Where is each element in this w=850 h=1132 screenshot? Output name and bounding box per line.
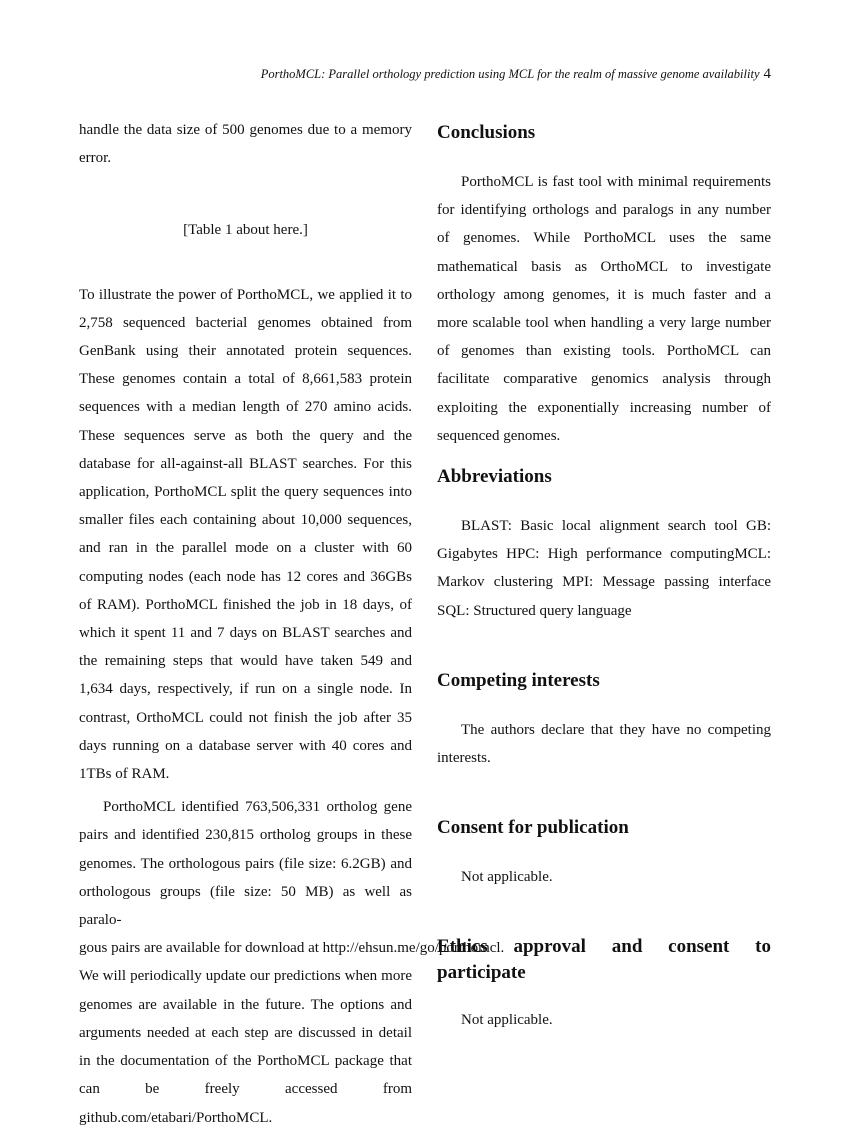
ethics-body: Not applicable. bbox=[461, 1012, 553, 1028]
page-number: 4 bbox=[763, 66, 771, 82]
paragraph-memory-error: handle the data size of 500 genomes due to a memory error. bbox=[79, 122, 412, 167]
table-placeholder: [Table 1 about here.] bbox=[183, 222, 308, 239]
section-abbreviations bbox=[437, 464, 771, 625]
paragraph-illustrate: To illustrate the power of PorthoMCL, we applied it to 2,758 sequenced bacterial genomes obtained from GenBank using their annotated protein sequences. These genomes contain a total of 8,661,583 protein sequences with a median length of 270 amino acids. These sequences serve as both the query and the database for all-against-all BLAST searches. For this application, PorthoMCL split the query sequences into smaller files each containing about 10,000 sequences, and ran in the parallel mode on a cluster with 60 computing nodes (each node has 12 cores and 36GBs of RAM). PorthoMCL finished the job in 18 days, of which it spent 11 and 7 days on BLAST searches and the remaining steps that would have taken 549 and 1,634 days, respectively, if run on a single node. In contrast, OrthoMCL could not finish the job after 35 days running on a database server with 40 cores and 1TBs of RAM. bbox=[79, 286, 412, 783]
heading-competing-interests: Competing interests bbox=[437, 670, 600, 691]
heading-consent: Consent for publication bbox=[437, 817, 629, 838]
heading-abbreviations: Abbreviations bbox=[437, 466, 552, 487]
abbreviations-body: BLAST: Basic local alignment search tool GB: Gigabytes HPC: High performance computingMCL: Markov clustering MPI: Message passing interface SQL: Structured query language bbox=[437, 518, 771, 619]
paragraph-identified: PorthoMCL identified 763,506,331 ortholog gene pairs and identified 230,815 ortholog groups in these genomes. The orthologous pairs (file size: 6.2GB) and orthologous groups (file size: 50 MB) as well as paralo- bbox=[79, 799, 412, 929]
heading-conclusions: Conclusions bbox=[437, 122, 536, 143]
paragraph-download-link: gous pairs are available for download at http://ehsun.me/go/porthomcl. bbox=[79, 940, 505, 957]
running-header bbox=[261, 66, 771, 83]
section-consent bbox=[437, 815, 771, 891]
competing-interests-body: The authors declare that they have no competing interests. bbox=[437, 722, 771, 767]
conclusions-body: PorthoMCL is fast tool with minimal requirements for identifying orthologs and paralogs in any number of genomes. While PorthoMCL uses the same mathematical basis as OrthoMCL to investigate orthology among genomes, it is much faster and a more scalable tool when handling a very large number of genomes than existing tools. PorthoMCL can facilitate comparative genomics analysis through exploiting the exponentially increasing number of sequenced genomes. bbox=[437, 174, 771, 444]
section-conclusions bbox=[437, 120, 771, 450]
heading-ethics: Ethics approval and consent to participate bbox=[437, 936, 771, 983]
consent-body: Not applicable. bbox=[461, 869, 553, 885]
running-title: PorthoMCL: Parallel orthology prediction using MCL for the realm of massive genome availability bbox=[260, 67, 760, 81]
paragraph-updates: We will periodically update our predictions when more genomes are available in the future. The options and arguments needed at each step are discussed in detail in the documentation of the PorthoMCL package that can be freely accessed from github.com/etabari/PorthoMCL. bbox=[79, 968, 412, 1126]
section-ethics bbox=[437, 934, 771, 1034]
section-competing-interests bbox=[437, 668, 771, 772]
